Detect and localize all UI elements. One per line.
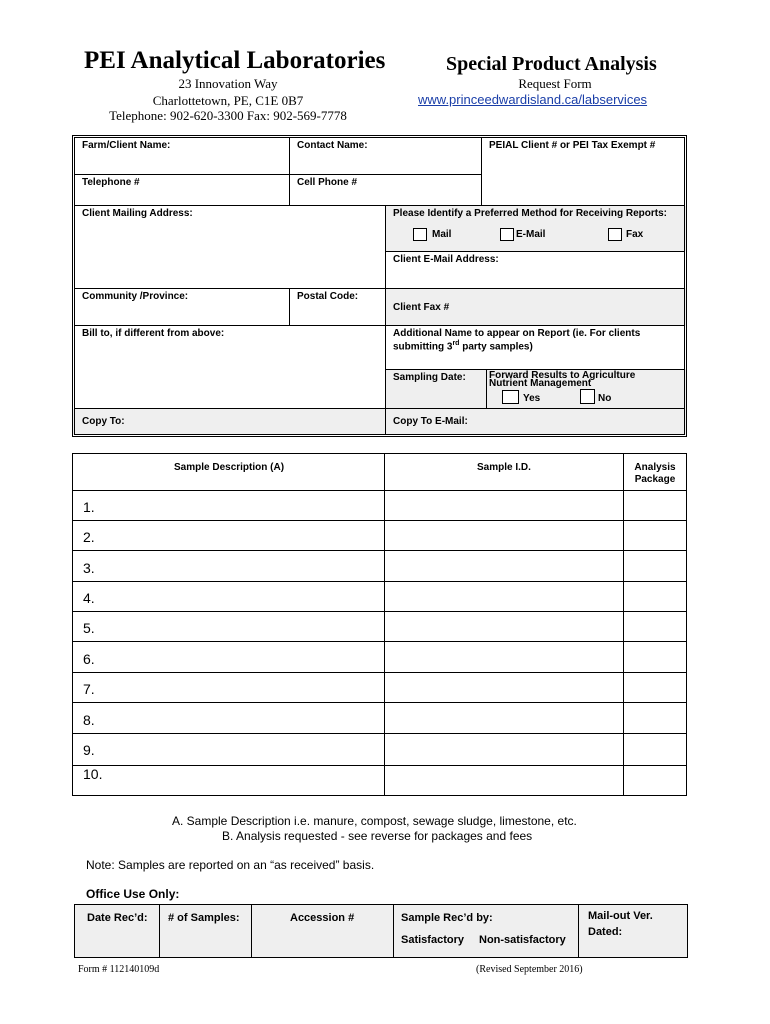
copy-to-field[interactable]: Copy To: [82,416,125,427]
hline [72,611,687,612]
row-number: 3. [83,560,95,576]
forward-no-label: No [598,393,612,404]
dated-field[interactable]: Dated: [588,926,623,938]
vline [486,369,487,408]
hline [74,205,685,206]
hline [72,520,687,521]
col-analysis-package-2: Package [634,474,676,485]
form-subtitle: Request Form [518,76,592,91]
hline [74,174,289,175]
row-number: 8. [83,712,95,728]
address-street: 23 Innovation Way [178,76,278,91]
additional-name-label-1: Additional Name to appear on Report (ie. For clients [393,328,641,339]
vline [289,137,290,205]
hline [72,672,687,673]
sample-recd-by-field[interactable]: Sample Rec’d by: [401,912,493,924]
hline [72,702,687,703]
mailout-ver-field[interactable]: Mail-out Ver. [588,910,653,922]
sample-table-border [72,453,687,796]
hline [72,550,687,551]
email-checkbox[interactable] [500,228,514,241]
website-link[interactable]: www.princeedwardisland.ca/labservices [418,92,648,107]
address-phone-fax: Telephone: 902-620-3300 Fax: 902-569-7778 [109,108,347,123]
col-sample-id: Sample I.D. [477,462,531,473]
office-use-heading: Office Use Only: [86,887,180,901]
note-sample-description: A. Sample Description i.e. manure, compost, sewage sludge, limestone, etc. [172,814,577,828]
hline [72,490,687,491]
peial-client-field[interactable]: PEIAL Client # or PEI Tax Exempt # [489,140,656,151]
vline [578,904,579,958]
lab-name: PEI Analytical Laboratories [84,47,386,74]
mail-option-label: Mail [432,229,452,240]
hline [289,174,481,175]
accession-field[interactable]: Accession # [290,912,355,924]
fax-option-label: Fax [626,229,644,240]
copy-to-email-field[interactable]: Copy To E-Mail: [393,416,468,427]
forward-results-label-2: Nutrient Management [489,378,592,389]
email-option-label: E-Mail [516,229,546,240]
forward-no-checkbox[interactable] [580,389,595,404]
vline [289,288,290,325]
row-number: 5. [83,620,95,636]
postal-code-field[interactable]: Postal Code: [297,291,359,302]
row-number: 7. [83,681,95,697]
address-city: Charlottetown, PE, C1E 0B7 [152,93,304,108]
mail-checkbox[interactable] [413,228,427,241]
vline [393,904,394,958]
fax-checkbox[interactable] [608,228,622,241]
note-as-received: Note: Samples are reported on an “as received” basis. [86,858,375,872]
additional-name-text-a: submitting 3 [393,341,453,353]
forward-yes-checkbox[interactable] [502,390,519,404]
row-number: 10. [83,766,103,782]
vline [251,904,252,958]
forward-results-label-1: Forward Results to Agriculture [489,370,636,381]
hline [72,581,687,582]
client-fax-field[interactable]: Client Fax # [393,302,450,313]
mailing-address-field[interactable]: Client Mailing Address: [82,208,193,219]
hline [72,765,687,766]
date-recd-field[interactable]: Date Rec’d: [87,912,148,924]
vline [384,453,385,796]
vline [623,453,624,796]
telephone-field[interactable]: Telephone # [82,177,140,188]
hline [72,733,687,734]
num-samples-field[interactable]: # of Samples: [168,912,240,924]
forward-yes-label: Yes [523,393,541,404]
col-sample-description: Sample Description (A) [174,462,285,473]
contact-name-field[interactable]: Contact Name: [297,140,368,151]
additional-name-sup: rd [452,340,460,347]
col-analysis-package-1: Analysis [634,462,676,473]
revised-date: (Revised September 2016) [476,964,583,975]
preferred-method-label: Please Identify a Preferred Method for Receiving Reports: [393,208,667,219]
hline [385,251,685,252]
row-number: 6. [83,651,95,667]
community-field[interactable]: Community /Province: [82,291,189,302]
hline [74,408,685,409]
additional-name-label-2[interactable] [393,340,533,352]
bill-to-field[interactable]: Bill to, if different from above: [82,328,225,339]
vline [385,205,386,435]
client-email-field[interactable]: Client E-Mail Address: [393,254,499,265]
row-number: 2. [83,529,95,545]
additional-name-text-b: party samples) [459,341,533,353]
cell-phone-field[interactable]: Cell Phone # [297,177,358,188]
vline [159,904,160,958]
form-number: Form # 112140109d [78,964,160,975]
row-number: 4. [83,590,95,606]
non-satisfactory-option[interactable]: Non-satisfactory [479,934,566,946]
row-number: 9. [83,742,95,758]
satisfactory-option[interactable]: Satisfactory [401,934,464,946]
hline [74,288,685,289]
note-analysis-requested: B. Analysis requested - see reverse for packages and fees [222,829,533,843]
row-number: 1. [83,499,95,515]
form-title: Special Product Analysis [446,53,657,75]
vline [481,137,482,205]
sampling-date-field[interactable]: Sampling Date: [393,372,466,383]
hline [74,325,685,326]
hline [72,641,687,642]
farm-client-name-field[interactable]: Farm/Client Name: [82,140,171,151]
